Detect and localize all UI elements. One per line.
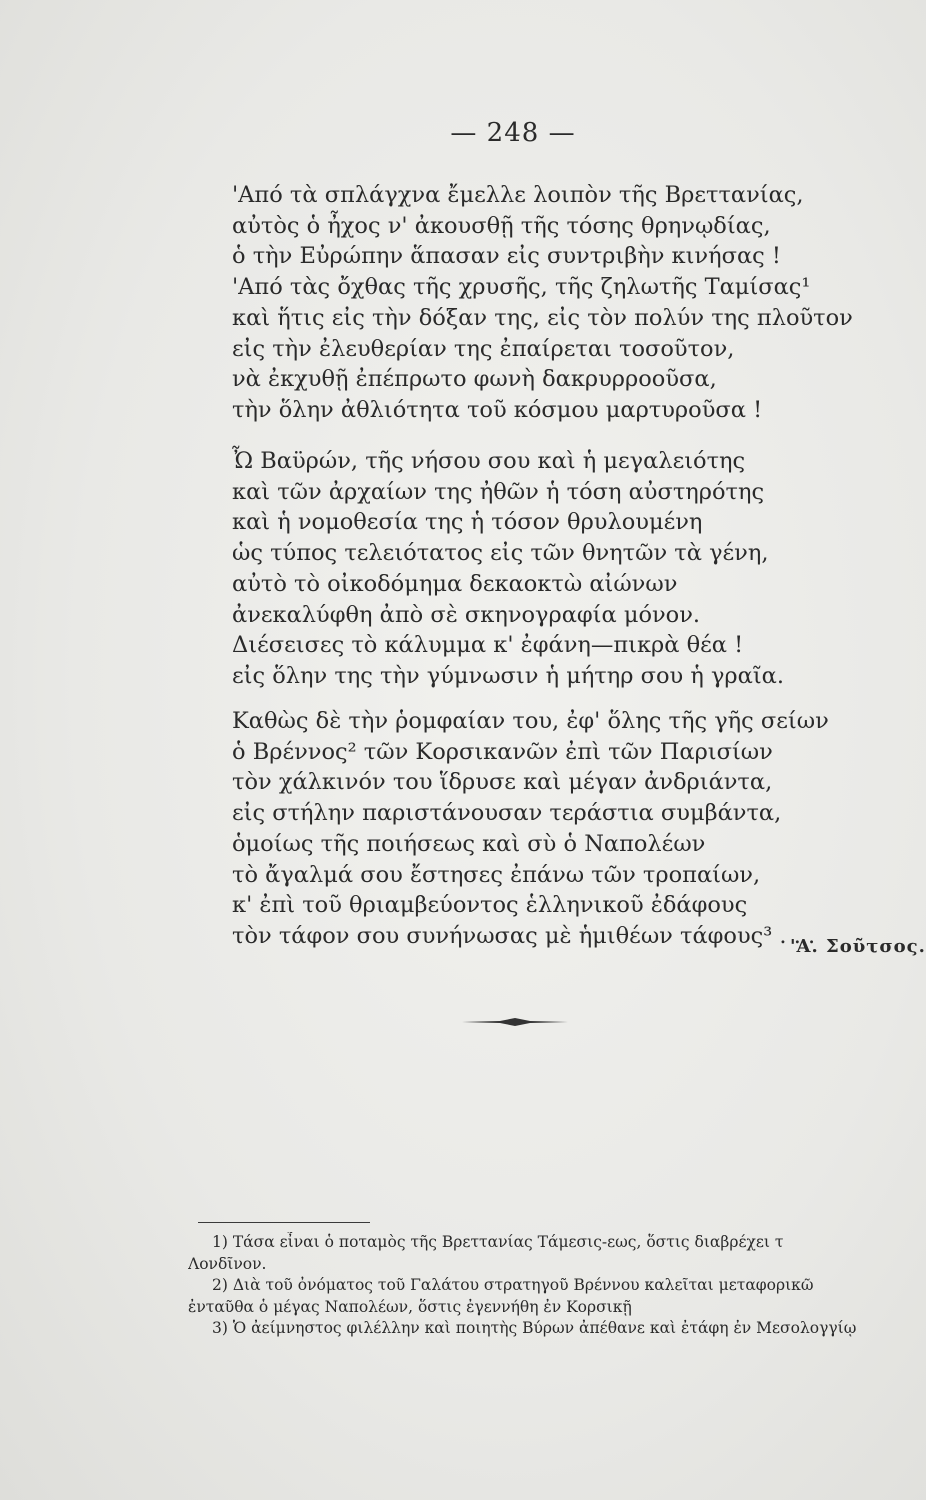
- verse-line: εἰς τὴν ἐλευθερίαν της ἐπαίρεται τοσοῦτον,: [232, 335, 735, 362]
- verse-line: ὁ τὴν Εὐρώπην ἅπασαν εἰς συντριβὴν κινήσας !: [232, 243, 781, 270]
- verse-line: καὶ ἡ νομοθεσία της ἡ τόσον θρυλουμένη: [232, 509, 703, 536]
- stanza-3: [232, 706, 829, 952]
- footnote-2: 2) Διὰ τοῦ ὀνόματος τοῦ Γαλάτου στρατηγοῦ Βρέννου καλεῖται μεταφορικῶ: [212, 1276, 814, 1294]
- verse-line: 'Από τὰ σπλάγχνα ἔμελλε λοιπὸν τῆς Βρεττανίας,: [232, 182, 804, 208]
- footnote-1: 1) Τάσα εἶναι ὁ ποταμὸς τῆς Βρεττανίας Τάμεσις-εως, ὅστις διαβρέχει τ: [212, 1233, 784, 1251]
- verse-line: τὸν τάφον σου συνήνωσας μὲ ἡμιθέων τάφους³ . . .: [232, 922, 816, 949]
- verse-line: τὴν ὅλην ἀθλιότητα τοῦ κόσμου μαρτυροῦσα !: [232, 396, 763, 423]
- stanza-2: [232, 446, 784, 692]
- verse-line: ὡς τύπος τελειότατος εἰς τῶν θνητῶν τὰ γένη,: [232, 540, 769, 567]
- footnote-1-continuation: Λονδῖνον.: [188, 1254, 267, 1273]
- verse-line: Διέσεισες τὸ κάλυμμα κ' ἐφάνη—πικρὰ θέα !: [232, 632, 744, 659]
- verse-line: τὸν χάλκινόν του ἵδρυσε καὶ μέγαν ἀνδριάντα,: [232, 769, 773, 796]
- verse-line: ὁμοίως τῆς ποιήσεως καὶ σὺ ὁ Ναπολέων: [232, 830, 706, 857]
- verse-line: καὶ τῶν ἀρχαίων της ἠθῶν ἡ τόση αὐστηρότης: [232, 478, 765, 505]
- author-signature: 'Α. Σοῦτσος.: [790, 936, 926, 957]
- verse-line: εἰς στήλην παριστάνουσαν τεράστια συμβάντα,: [232, 800, 782, 827]
- verse-line: αὐτὸ τὸ οἰκοδόμημα δεκαοκτὼ αἰώνων: [232, 570, 678, 597]
- verse-line: τὸ ἄγαλμά σου ἔστησες ἐπάνω τῶν τροπαίων,: [232, 861, 761, 888]
- page-number: — 248 —: [450, 118, 576, 148]
- verse-line: ἀνεκαλύφθη ἀπὸ σὲ σκηνογραφία μόνον.: [232, 601, 701, 628]
- stanza-1: [232, 180, 853, 426]
- verse-line: εἰς ὅλην της τὴν γύμνωσιν ἡ μήτηρ σου ἡ γραῖα.: [232, 662, 785, 689]
- verse-line: αὐτὸς ὁ ἦχος ν' ἀκουσθῇ τῆς τόσης θρηνῳδίας,: [232, 212, 771, 239]
- verse-line: κ' ἐπὶ τοῦ θριαμβεύοντος ἑλληνικοῦ ἐδάφους: [232, 892, 748, 919]
- verse-line: καὶ ἥτις εἰς τὴν δόξαν της, εἰς τὸν πολύν της πλοῦτον: [232, 304, 853, 331]
- verse-line: Καθὼς δὲ τὴν ῥομφαίαν του, ἐφ' ὅλης τῆς γῆς σείων: [232, 708, 829, 734]
- verse-line: νὰ ἐκχυθῇ ἐπέπρωτο φωνὴ δακρυρροοῦσα,: [232, 366, 717, 393]
- footnote-divider: [198, 1222, 370, 1223]
- ornamental-dash-icon: [460, 1015, 570, 1029]
- verse-line: 'Από τὰς ὄχθας τῆς χρυσῆς, τῆς ζηλωτῆς Ταμίσας¹: [232, 274, 811, 301]
- footnote-3: 3) Ὁ ἀείμνηστος φιλέλλην καὶ ποιητὴς Βύρων ἀπέθανε καὶ ἐτάφη ἐν Μεσολογγίῳ: [212, 1319, 857, 1337]
- footnote-2-continuation: ἐνταῦθα ὁ μέγας Ναπολέων, ὅστις ἐγεννήθη ἐν Κορσικῇ: [188, 1297, 632, 1316]
- footnotes: [188, 1232, 926, 1340]
- verse-line: Ὦ Βαϋρών, τῆς νήσου σου καὶ ἡ μεγαλειότης: [232, 448, 746, 474]
- verse-line: ὁ Βρέννος² τῶν Κορσικανῶν ἐπὶ τῶν Παρισίων: [232, 738, 773, 765]
